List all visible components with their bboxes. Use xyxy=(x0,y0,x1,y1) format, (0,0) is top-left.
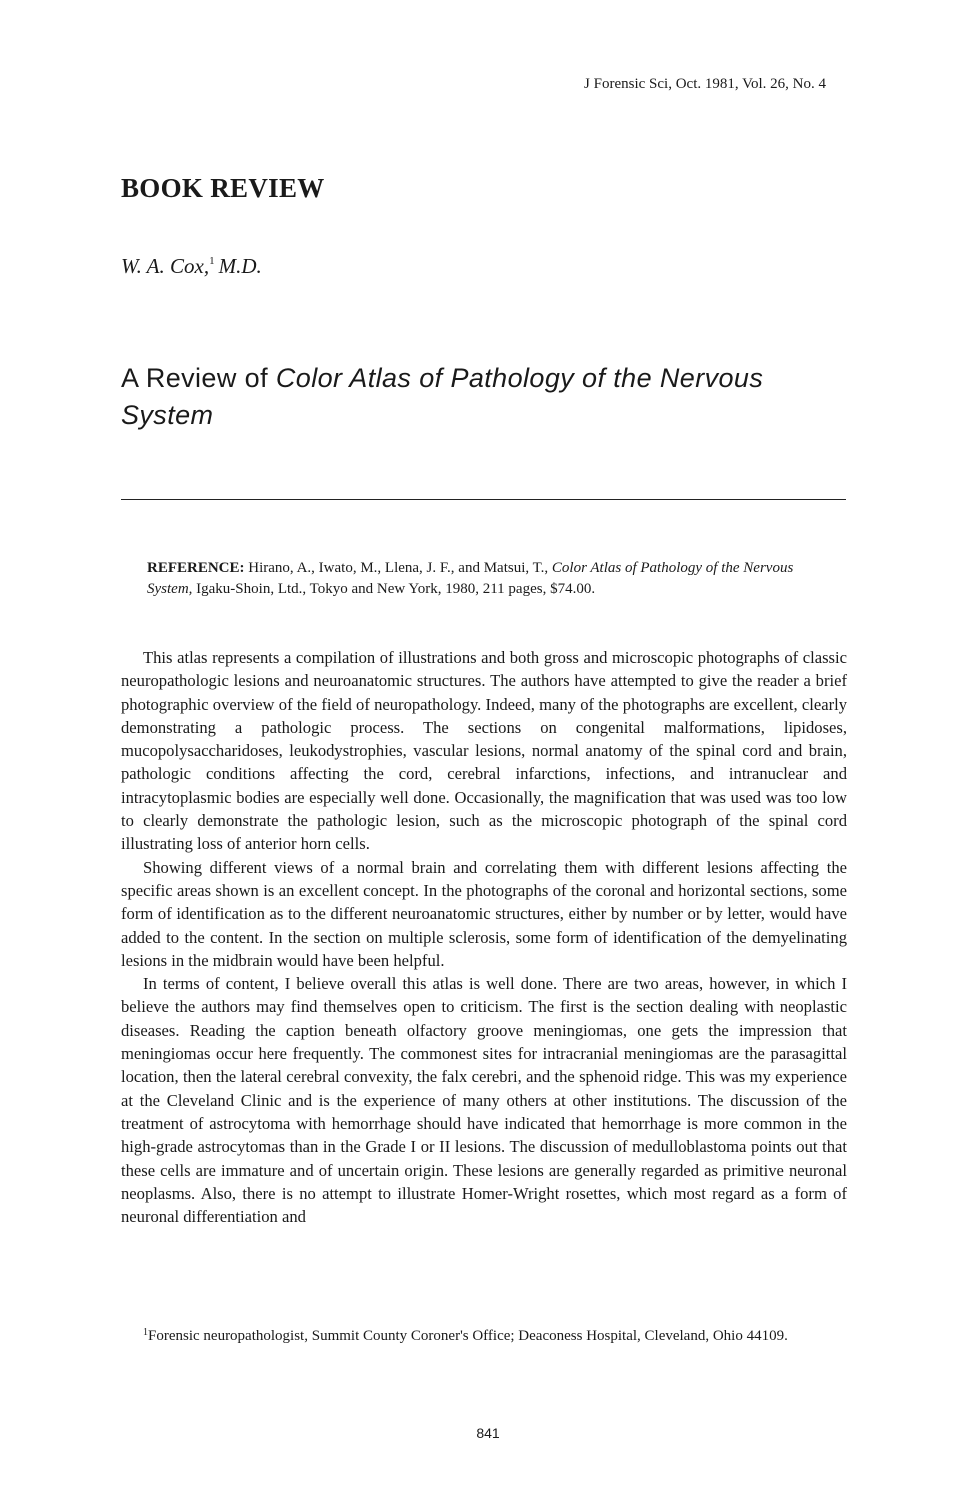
author-line xyxy=(121,254,262,279)
author-footnote-mark: 1 xyxy=(209,255,215,267)
footnote-mark: 1 xyxy=(143,1327,148,1338)
author-name: W. A. Cox, xyxy=(121,254,210,278)
title-divider xyxy=(121,499,846,500)
body-paragraph: Showing different views of a normal brain and correlating them with different lesions affecting the specific areas shown is an excellent concept. In the photographs of the coronal and horizontal sections, some form of identification as to the different neuroanatomic structures, either by number or by letter, would have added to the content. In the section on multiple sclerosis, some form of identification of the demyelinating lesions in the midbrain would have been helpful. xyxy=(121,857,847,970)
reference-book-title: Color Atlas of Pathology of the Nervous System, xyxy=(147,560,794,597)
body-paragraph: In terms of content, I believe overall this atlas is well done. There are two areas, however, in which I believe the authors may find themselves open to criticism. The first is the section dealing with neoplastic diseases. Reading the caption beneath olfactory groove meningiomas, one gets the impression that meningiomas occur here frequently. The commonest sites for intracranial meningiomas are the parasagittal location, then the lateral cerebral convexity, the falx cerebri, and the sphenoid ridge. This was my experience at the Cleveland Clinic and is the experience of many others at other institutions. The discussion of the treatment of astrocytoma with hemorrhage should have indicated that hemorrhage is more common in the high-grade astrocytomas than in the Grade I or II lesions. The discussion of medulloblastoma points out that these cells are immature and of uncertain origin. These lesions are generally regarded as primitive neuronal neoplasms. Also, there is no attempt to illustrate Homer-Wright rosettes, which most regard as a form of neuronal differentiation and xyxy=(121,974,847,1227)
reference-publication: Igaku-Shoin, Ltd., Tokyo and New York, 1980, 211 pages, $74.00. xyxy=(196,581,596,597)
body-paragraph: This atlas represents a compilation of illustrations and both gross and microscopic photographs of classic neuropathologic lesions and neuroanatomic structures. The authors have attempted to give the reader a brief photographic overview of the field of neuropathology. Indeed, many of the photographs are excellent, clearly demonstrating a pathologic process. The sections on congenital malformations, lipidoses, mucopolysaccharidoses, leukodystrophies, vascular lesions, normal anatomy of the spinal cord and brain, pathologic conditions affecting the cord, cerebral infarctions, infections, and intranuclear and intracytoplasmic bodies are especially well done. Occasionally, the magnification that was used was too low to clearly demonstrate the pathologic lesion, such as the microscopic photograph of the spinal cord illustrating loss of anterior horn cells. xyxy=(121,648,847,854)
reference-authors: Hirano, A., Iwato, M., Llena, J. F., and Matsui, T., xyxy=(248,560,549,576)
page-number: 841 xyxy=(476,1425,500,1441)
section-label: BOOK REVIEW xyxy=(121,173,325,203)
footnote xyxy=(121,1322,847,1347)
title-book-title: Color Atlas of Pathology of the Nervous System xyxy=(121,363,764,430)
title-prefix: A Review of xyxy=(121,363,276,393)
reference-label: REFERENCE: xyxy=(147,560,245,576)
article-title xyxy=(121,360,841,434)
footnote-text: Forensic neuropathologist, Summit County Coroner's Office; Deaconess Hospital, Cleveland, Ohio 44109. xyxy=(148,1328,788,1344)
author-degree: M.D. xyxy=(218,254,262,278)
article-body xyxy=(121,646,847,1228)
journal-reference: J Forensic Sci, Oct. 1981, Vol. 26, No. 4 xyxy=(584,76,826,92)
reference-block xyxy=(147,558,837,600)
